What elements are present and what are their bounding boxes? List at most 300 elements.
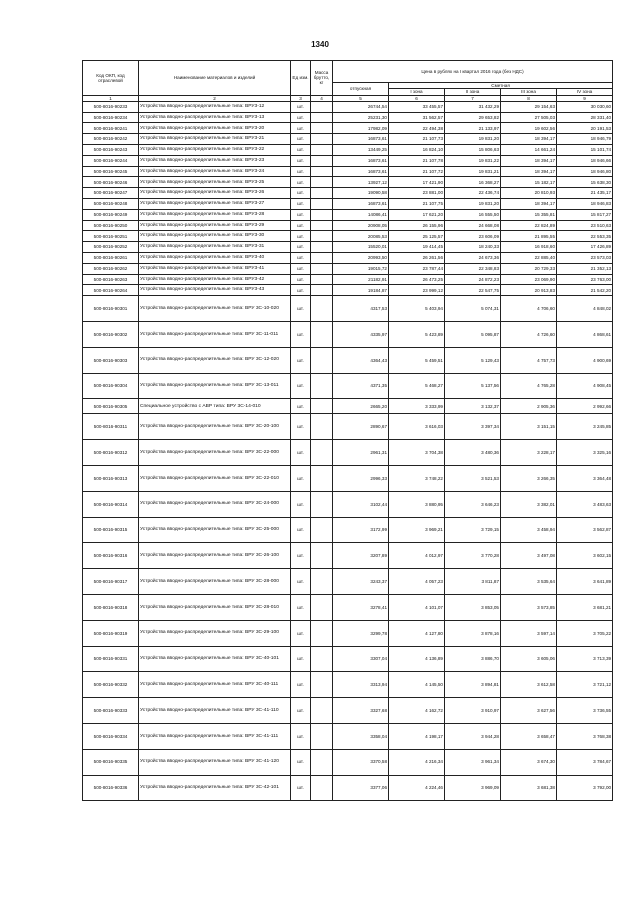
cell-name: Устройства вводно-распределительные типа: ВРУ 3С-24-000 [139, 491, 291, 517]
cell-name: Устройства вводно-распределительные типа: ВРУ3-22 [139, 145, 291, 156]
cell-price-zone-1: 26 473,25 [389, 274, 445, 285]
cell-name: Устройства вводно-распределительные типа: ВРУ3-43 [139, 285, 291, 296]
cell-price-zone-3: 3 266,35 [501, 465, 557, 491]
cell-mass [311, 620, 333, 646]
cell-unit: шт. [291, 347, 311, 373]
cell-price-zone-1: 4 012,97 [389, 543, 445, 569]
cell-unit: шт. [291, 253, 311, 264]
header-otpusk: отпускная [333, 83, 389, 96]
cell-price-otpusk: 3102,44 [333, 491, 389, 517]
header-smet: Сметная [389, 83, 613, 89]
cell-price-zone-2: 3 969,09 [445, 775, 501, 801]
table-row [83, 465, 613, 491]
cell-price-zone-2: 3 132,37 [445, 399, 501, 414]
cell-price-zone-1: 17 421,90 [389, 177, 445, 188]
table-row [83, 569, 613, 595]
cell-name: Устройства вводно-распределительные типа: ВРУ3-28 [139, 209, 291, 220]
cell-price-zone-2: 24 872,23 [445, 274, 501, 285]
cell-mass [311, 594, 333, 620]
cell-price-zone-2: 22 547,75 [445, 285, 501, 296]
cell-price-zone-2: 5 095,87 [445, 321, 501, 347]
cell-price-otpusk: 2665,20 [333, 399, 389, 414]
header-zone-3: III зона [501, 89, 557, 95]
cell-mass [311, 285, 333, 296]
cell-name: Устройства вводно-распределительные типа: ВРУ3-13 [139, 112, 291, 123]
table-row [83, 145, 613, 156]
cell-code: 500-8016-90305 [83, 399, 139, 414]
cell-price-zone-2: 3 521,53 [445, 465, 501, 491]
cell-price-zone-3: 20 729,33 [501, 263, 557, 274]
cell-code: 500-8016-90264 [83, 285, 139, 296]
cell-price-zone-2: 29 653,82 [445, 112, 501, 123]
cell-price-zone-4: 18 946,79 [557, 134, 613, 145]
cell-unit: шт. [291, 242, 311, 253]
cell-mass [311, 672, 333, 698]
cell-mass [311, 440, 333, 466]
cell-price-zone-1: 25 125,57 [389, 231, 445, 242]
cell-price-zone-2: 31 432,29 [445, 101, 501, 112]
table-row [83, 440, 613, 466]
cell-price-otpusk: 19090,58 [333, 188, 389, 199]
cell-unit: шт. [291, 414, 311, 440]
table-row [83, 155, 613, 166]
cell-unit: шт. [291, 517, 311, 543]
header-zone-2: II зона [445, 89, 501, 95]
cell-price-otpusk: 3243,37 [333, 569, 389, 595]
cell-unit: шт. [291, 646, 311, 672]
cell-mass [311, 112, 333, 123]
cell-price-zone-1: 4 198,17 [389, 723, 445, 749]
header-num-2: 2 [139, 95, 291, 101]
cell-price-zone-2: 3 961,34 [445, 749, 501, 775]
cell-code: 500-8016-90315 [83, 517, 139, 543]
table-row [83, 347, 613, 373]
header-zone-4: IV зона [557, 89, 613, 95]
cell-price-zone-4: 2 992,66 [557, 399, 613, 414]
cell-name: Устройства вводно-распределительные типа: ВРУ 3С-25-000 [139, 517, 291, 543]
table-row [83, 373, 613, 399]
table-row [83, 134, 613, 145]
cell-code: 500-8016-90244 [83, 155, 139, 166]
cell-price-zone-3: 18 394,17 [501, 155, 557, 166]
cell-price-zone-3: 3 612,58 [501, 672, 557, 698]
cell-unit: шт. [291, 209, 311, 220]
cell-price-zone-2: 3 886,70 [445, 646, 501, 672]
table-row [83, 491, 613, 517]
cell-price-zone-4: 3 364,48 [557, 465, 613, 491]
table-row [83, 263, 613, 274]
cell-price-zone-1: 5 459,51 [389, 347, 445, 373]
cell-unit: шт. [291, 188, 311, 199]
cell-price-zone-3: 18 394,17 [501, 166, 557, 177]
cell-unit: шт. [291, 543, 311, 569]
table-row [83, 775, 613, 801]
table-row [83, 646, 613, 672]
cell-price-zone-4: 21 542,20 [557, 285, 613, 296]
cell-mass [311, 166, 333, 177]
cell-mass [311, 723, 333, 749]
cell-price-otpusk: 16873,61 [333, 134, 389, 145]
cell-name: Устройства вводно-распределительные типа: ВРУ 3С-12-020 [139, 347, 291, 373]
cell-unit: шт. [291, 373, 311, 399]
cell-price-zone-3: 2 905,36 [501, 399, 557, 414]
cell-price-otpusk: 3278,41 [333, 594, 389, 620]
table-row [83, 594, 613, 620]
cell-price-zone-1: 21 107,72 [389, 166, 445, 177]
cell-price-zone-3: 29 154,63 [501, 101, 557, 112]
cell-code: 500-8016-90247 [83, 188, 139, 199]
cell-code: 500-8016-90243 [83, 145, 139, 156]
cell-price-zone-3: 19 602,56 [501, 123, 557, 134]
cell-name: Устройства вводно-распределительные типа: ВРУ 3С-29-100 [139, 620, 291, 646]
cell-price-zone-2: 3 646,23 [445, 491, 501, 517]
cell-mass [311, 321, 333, 347]
cell-mass [311, 220, 333, 231]
cell-unit: шт. [291, 112, 311, 123]
cell-price-zone-1: 22 494,38 [389, 123, 445, 134]
cell-price-zone-4: 3 768,38 [557, 723, 613, 749]
cell-name: Устройства вводно-распределительные типа: ВРУ3-40 [139, 253, 291, 264]
cell-price-zone-4: 4 848,02 [557, 296, 613, 322]
cell-name: Устройства вводно-распределительные типа: ВРУ3-24 [139, 166, 291, 177]
cell-mass [311, 517, 333, 543]
cell-name: Устройства вводно-распределительные типа: ВРУ 3С-41-111 [139, 723, 291, 749]
cell-price-otpusk: 3327,68 [333, 698, 389, 724]
cell-name: Устройства вводно-распределительные типа: ВРУ 3С-40-101 [139, 646, 291, 672]
cell-code: 500-8016-90331 [83, 646, 139, 672]
header-num-6: 6 [389, 95, 445, 101]
cell-price-zone-1: 5 403,94 [389, 296, 445, 322]
header-price-group: Цена в рублях на I квартал 2016 года (без НДС) [333, 61, 613, 83]
cell-mass [311, 177, 333, 188]
cell-code: 500-8016-90334 [83, 723, 139, 749]
table-row [83, 321, 613, 347]
cell-unit: шт. [291, 101, 311, 112]
table-row [83, 220, 613, 231]
cell-price-zone-3: 3 597,14 [501, 620, 557, 646]
cell-name: Устройства вводно-распределительные типа: ВРУ 3С-28-010 [139, 594, 291, 620]
cell-price-zone-3: 3 573,85 [501, 594, 557, 620]
cell-price-zone-2: 5 129,43 [445, 347, 501, 373]
cell-name: Устройства вводно-распределительные типа: ВРУ3-21 [139, 134, 291, 145]
page-number: 1340 [311, 40, 329, 49]
cell-price-zone-3: 3 382,01 [501, 491, 557, 517]
header-zone-1: I зона [389, 89, 445, 95]
cell-price-otpusk: 3358,04 [333, 723, 389, 749]
cell-price-otpusk: 2961,31 [333, 440, 389, 466]
cell-unit: шт. [291, 166, 311, 177]
cell-mass [311, 543, 333, 569]
cell-price-zone-3: 3 535,64 [501, 569, 557, 595]
cell-name: Устройства вводно-распределительные типа: ВРУ3-25 [139, 177, 291, 188]
cell-unit: шт. [291, 723, 311, 749]
cell-name: Устройства вводно-распределительные типа: ВРУ3-20 [139, 123, 291, 134]
cell-price-zone-2: 24 673,36 [445, 253, 501, 264]
cell-price-zone-1: 4 127,80 [389, 620, 445, 646]
cell-unit: шт. [291, 296, 311, 322]
cell-mass [311, 145, 333, 156]
cell-mass [311, 373, 333, 399]
cell-unit: шт. [291, 594, 311, 620]
cell-price-zone-3: 20 913,83 [501, 285, 557, 296]
cell-mass [311, 101, 333, 112]
cell-code: 500-8016-90248 [83, 199, 139, 210]
cell-price-zone-1: 21 107,73 [389, 134, 445, 145]
table-row [83, 199, 613, 210]
header-code: Код ОКП, код отраслевой [83, 61, 139, 96]
cell-price-zone-3: 3 458,94 [501, 517, 557, 543]
cell-price-otpusk: 3377,06 [333, 775, 389, 801]
cell-code: 500-8016-90317 [83, 569, 139, 595]
cell-price-zone-2: 22 348,83 [445, 263, 501, 274]
table-row [83, 543, 613, 569]
cell-code: 500-8016-90302 [83, 321, 139, 347]
cell-price-otpusk: 4317,53 [333, 296, 389, 322]
cell-name: Устройства вводно-распределительные типа: ВРУ 3С-20-100 [139, 414, 291, 440]
cell-price-otpusk: 3299,78 [333, 620, 389, 646]
header-mass: Масса брутто, кг [311, 61, 333, 96]
cell-code: 500-8016-90241 [83, 123, 139, 134]
table-row [83, 101, 613, 112]
cell-price-zone-4: 18 946,83 [557, 199, 613, 210]
cell-mass [311, 242, 333, 253]
cell-unit: шт. [291, 177, 311, 188]
cell-price-zone-4: 15 817,27 [557, 209, 613, 220]
cell-price-zone-2: 3 811,87 [445, 569, 501, 595]
cell-name: Устройства вводно-распределительные типа: ВРУ 3С-13-011 [139, 373, 291, 399]
cell-price-zone-3: 20 810,93 [501, 188, 557, 199]
table-row [83, 231, 613, 242]
cell-price-otpusk: 3207,89 [333, 543, 389, 569]
cell-mass [311, 253, 333, 264]
cell-price-otpusk: 16873,61 [333, 155, 389, 166]
cell-code: 500-8016-90314 [83, 491, 139, 517]
cell-code: 500-8016-90303 [83, 347, 139, 373]
cell-unit: шт. [291, 199, 311, 210]
cell-code: 500-8016-90252 [83, 242, 139, 253]
cell-code: 500-8016-90262 [83, 263, 139, 274]
cell-mass [311, 569, 333, 595]
cell-name: Устройства вводно-распределительные типа: ВРУ3-31 [139, 242, 291, 253]
cell-price-zone-3: 27 505,03 [501, 112, 557, 123]
cell-price-zone-4: 3 602,15 [557, 543, 613, 569]
cell-code: 500-8016-90313 [83, 465, 139, 491]
table-row [83, 209, 613, 220]
cell-unit: шт. [291, 440, 311, 466]
cell-price-zone-1: 31 562,57 [389, 112, 445, 123]
cell-price-zone-1: 26 155,96 [389, 220, 445, 231]
cell-price-otpusk: 20993,50 [333, 253, 389, 264]
cell-price-otpusk: 4371,35 [333, 373, 389, 399]
cell-code: 500-8016-90251 [83, 231, 139, 242]
cell-name: Устройства вводно-распределительные типа: ВРУ 3С-41-110 [139, 698, 291, 724]
cell-code: 500-8016-90246 [83, 177, 139, 188]
cell-price-zone-3: 15 355,81 [501, 209, 557, 220]
cell-price-zone-1: 3 748,22 [389, 465, 445, 491]
cell-code: 500-8016-90245 [83, 166, 139, 177]
cell-unit: шт. [291, 321, 311, 347]
cell-price-otpusk: 25231,30 [333, 112, 389, 123]
cell-price-otpusk: 16873,61 [333, 166, 389, 177]
cell-price-zone-1: 5 423,89 [389, 321, 445, 347]
cell-price-zone-3: 3 228,17 [501, 440, 557, 466]
cell-code: 500-8016-90261 [83, 253, 139, 264]
cell-unit: шт. [291, 274, 311, 285]
cell-name: Устройства вводно-распределительные типа: ВРУ3-12 [139, 101, 291, 112]
cell-price-zone-2: 19 831,21 [445, 166, 501, 177]
cell-price-zone-4: 15 101,74 [557, 145, 613, 156]
cell-mass [311, 414, 333, 440]
table-row [83, 414, 613, 440]
table-row [83, 242, 613, 253]
cell-price-zone-2: 3 894,81 [445, 672, 501, 698]
header-num-5: 5 [333, 95, 389, 101]
cell-price-zone-4: 3 721,12 [557, 672, 613, 698]
cell-price-zone-4: 3 705,22 [557, 620, 613, 646]
cell-price-zone-3: 3 497,08 [501, 543, 557, 569]
cell-mass [311, 209, 333, 220]
cell-price-otpusk: 2996,33 [333, 465, 389, 491]
cell-price-zone-3: 4 757,73 [501, 347, 557, 373]
cell-mass [311, 199, 333, 210]
cell-price-zone-2: 3 770,28 [445, 543, 501, 569]
cell-unit: шт. [291, 399, 311, 414]
cell-price-otpusk: 26744,54 [333, 101, 389, 112]
header-num-8: 8 [501, 95, 557, 101]
cell-price-zone-1: 4 057,23 [389, 569, 445, 595]
cell-unit: шт. [291, 155, 311, 166]
cell-name: Устройства вводно-распределительные типа: ВРУ 3С-10-020 [139, 296, 291, 322]
table-body [83, 101, 613, 800]
cell-price-zone-1: 4 216,34 [389, 749, 445, 775]
cell-price-otpusk: 21182,91 [333, 274, 389, 285]
cell-price-zone-2: 19 831,20 [445, 199, 501, 210]
cell-price-zone-1: 33 455,57 [389, 101, 445, 112]
cell-price-zone-3: 15 182,17 [501, 177, 557, 188]
cell-price-zone-4: 18 946,66 [557, 155, 613, 166]
cell-code: 500-8016-90304 [83, 373, 139, 399]
cell-price-zone-3: 3 605,06 [501, 646, 557, 672]
table-row [83, 517, 613, 543]
cell-code: 500-8016-90249 [83, 209, 139, 220]
cell-code: 500-8016-90335 [83, 749, 139, 775]
cell-price-zone-1: 23 881,00 [389, 188, 445, 199]
cell-price-otpusk: 3313,94 [333, 672, 389, 698]
cell-price-otpusk: 13927,12 [333, 177, 389, 188]
cell-price-otpusk: 17982,09 [333, 123, 389, 134]
cell-price-zone-4: 17 426,89 [557, 242, 613, 253]
cell-price-zone-4: 23 763,00 [557, 274, 613, 285]
cell-price-zone-2: 3 853,05 [445, 594, 501, 620]
cell-price-zone-1: 17 621,20 [389, 209, 445, 220]
table-row [83, 672, 613, 698]
cell-price-zone-4: 4 868,61 [557, 321, 613, 347]
cell-code: 500-8016-90301 [83, 296, 139, 322]
cell-price-zone-3: 4 706,60 [501, 296, 557, 322]
cell-mass [311, 347, 333, 373]
cell-price-zone-4: 4 908,45 [557, 373, 613, 399]
table-row [83, 253, 613, 264]
cell-price-zone-4: 28 331,40 [557, 112, 613, 123]
cell-mass [311, 399, 333, 414]
cell-price-otpusk: 16873,61 [333, 199, 389, 210]
cell-price-zone-3: 21 895,55 [501, 231, 557, 242]
cell-price-zone-4: 23 573,03 [557, 253, 613, 264]
cell-price-zone-1: 23 787,44 [389, 263, 445, 274]
cell-name: Устройства вводно-распределительные типа: ВРУ 3С-26-100 [139, 543, 291, 569]
table-row [83, 112, 613, 123]
cell-unit: шт. [291, 263, 311, 274]
cell-price-zone-2: 15 806,63 [445, 145, 501, 156]
header-name: Наименование материалов и изделий [139, 61, 291, 96]
cell-price-zone-2: 3 480,36 [445, 440, 501, 466]
cell-price-zone-3: 22 824,89 [501, 220, 557, 231]
cell-mass [311, 263, 333, 274]
cell-price-zone-1: 4 136,89 [389, 646, 445, 672]
cell-unit: шт. [291, 134, 311, 145]
cell-unit: шт. [291, 491, 311, 517]
cell-mass [311, 231, 333, 242]
cell-price-otpusk: 3307,04 [333, 646, 389, 672]
cell-price-zone-3: 16 918,60 [501, 242, 557, 253]
cell-price-zone-4: 3 245,85 [557, 414, 613, 440]
cell-price-otpusk: 3172,99 [333, 517, 389, 543]
cell-price-zone-3: 23 069,90 [501, 274, 557, 285]
table-row [83, 274, 613, 285]
cell-code: 500-8016-90242 [83, 134, 139, 145]
cell-price-otpusk: 20908,05 [333, 220, 389, 231]
price-table [82, 60, 613, 801]
cell-price-zone-2: 3 397,34 [445, 414, 501, 440]
cell-price-zone-2: 19 831,20 [445, 134, 501, 145]
cell-name: Устройства вводно-распределительные типа: ВРУ 3С-22-010 [139, 465, 291, 491]
header-num-7: 7 [445, 95, 501, 101]
cell-mass [311, 188, 333, 199]
cell-price-zone-2: 5 074,31 [445, 296, 501, 322]
cell-price-otpusk: 2890,67 [333, 414, 389, 440]
table-row [83, 177, 613, 188]
cell-code: 500-8016-90336 [83, 775, 139, 801]
cell-code: 500-8016-90263 [83, 274, 139, 285]
cell-mass [311, 296, 333, 322]
cell-name: Устройства вводно-распределительные типа: ВРУ 3С-41-120 [139, 749, 291, 775]
cell-name: Устройства вводно-распределительные типа: ВРУ3-30 [139, 231, 291, 242]
cell-price-zone-1: 4 145,50 [389, 672, 445, 698]
cell-unit: шт. [291, 749, 311, 775]
cell-name: Устройства вводно-распределительные типа: ВРУ 3С-28-000 [139, 569, 291, 595]
cell-price-zone-1: 19 414,45 [389, 242, 445, 253]
cell-price-zone-4: 3 681,21 [557, 594, 613, 620]
cell-price-otpusk: 4335,97 [333, 321, 389, 347]
cell-name: Устройства вводно-распределительные типа: ВРУ 3С-42-101 [139, 775, 291, 801]
table-row [83, 749, 613, 775]
cell-price-zone-2: 19 831,22 [445, 155, 501, 166]
cell-price-zone-2: 18 240,33 [445, 242, 501, 253]
cell-price-otpusk: 15520,01 [333, 242, 389, 253]
cell-price-zone-1: 26 261,56 [389, 253, 445, 264]
cell-code: 500-8016-90312 [83, 440, 139, 466]
cell-price-zone-2: 21 133,97 [445, 123, 501, 134]
cell-price-zone-3: 4 765,28 [501, 373, 557, 399]
cell-price-zone-4: 3 641,89 [557, 569, 613, 595]
cell-unit: шт. [291, 465, 311, 491]
cell-price-zone-1: 3 616,03 [389, 414, 445, 440]
cell-name: Устройства вводно-распределительные типа: ВРУ3-29 [139, 220, 291, 231]
cell-price-zone-4: 18 946,80 [557, 166, 613, 177]
cell-mass [311, 698, 333, 724]
cell-price-zone-3: 3 681,38 [501, 775, 557, 801]
header-num-3: 3 [291, 95, 311, 101]
